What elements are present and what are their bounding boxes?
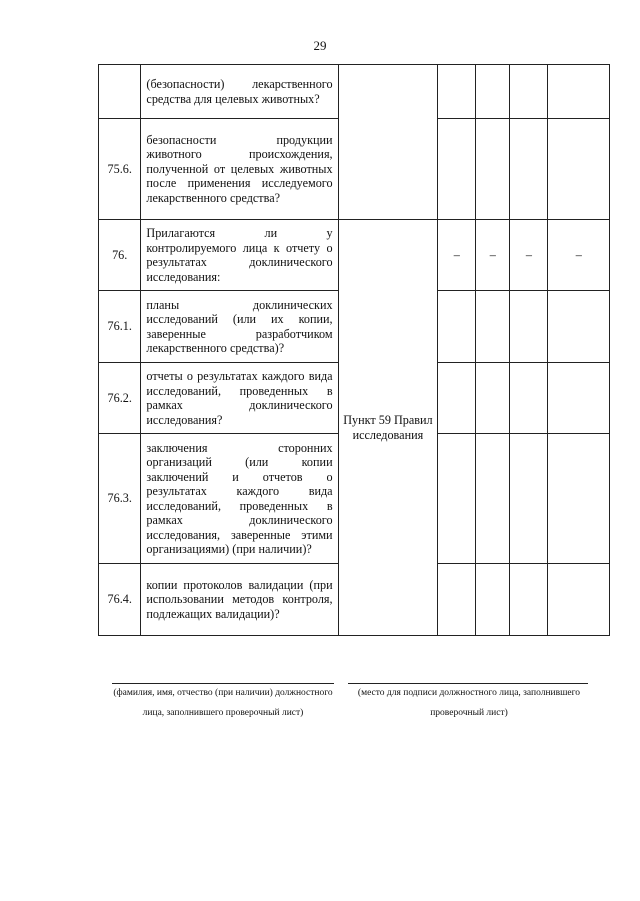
answer-cell	[476, 363, 510, 434]
answer-cell	[476, 291, 510, 363]
answer-cell	[476, 119, 510, 220]
signature-name-caption: (фамилия, имя, отчество (при наличии) должностного лица, заполнившего проверочный лист)	[113, 688, 333, 718]
answer-cell	[548, 291, 610, 363]
answer-dash: –	[438, 220, 476, 291]
signature-place-caption: (место для подписи должностного лица, заполнившего проверочный лист)	[357, 688, 581, 718]
answer-cell	[548, 119, 610, 220]
question-text: (безопасности) лекарственного средства для целевых животных?	[146, 77, 333, 106]
answer-cell	[510, 291, 548, 363]
row-number	[99, 65, 141, 119]
row-number: 76.3.	[99, 434, 141, 564]
answer-dash: –	[510, 220, 548, 291]
question-text: безопасности продукции животного происхождения, полученной от целевых животных после применения исследуемого лекарственного средства?	[146, 132, 333, 205]
checklist-table	[98, 64, 610, 636]
table-row	[99, 65, 610, 119]
answer-cell	[510, 564, 548, 636]
answer-cell	[438, 434, 476, 564]
page-number: 29	[313, 38, 327, 53]
question-text: отчеты о результатах каждого вида исследований, проведенных в рамках доклинического исследования?	[146, 369, 333, 427]
reference-cell-empty	[338, 65, 438, 220]
question-text: планы доклинических исследований (или их копии, заверенные разработчиком лекарственного средства)?	[146, 297, 333, 355]
row-number: 76.2.	[99, 363, 141, 434]
row-number: 76.1.	[99, 291, 141, 363]
answer-cell	[510, 434, 548, 564]
answer-cell	[438, 291, 476, 363]
answer-cell	[510, 119, 548, 220]
row-number: 76.	[99, 220, 141, 291]
answer-cell	[510, 363, 548, 434]
row-number: 75.6.	[99, 119, 141, 220]
answer-dash: –	[476, 220, 510, 291]
answer-cell	[548, 65, 610, 119]
answer-cell	[548, 564, 610, 636]
answer-cell	[510, 65, 548, 119]
answer-cell	[476, 65, 510, 119]
answer-cell	[548, 434, 610, 564]
question-text: Прилагаются ли у контролируемого лица к отчету о результатах доклинического исследования:	[146, 226, 333, 284]
answer-cell	[438, 564, 476, 636]
answer-cell	[438, 363, 476, 434]
reference-text: Пункт 59 Правил исследования	[343, 413, 433, 442]
answer-cell	[476, 434, 510, 564]
answer-cell	[438, 119, 476, 220]
answer-cell	[548, 363, 610, 434]
question-text: заключения сторонних организаций (или копии заключений и отчетов о результатах каждого вида исследований, проведенных в рамках доклинического исследования, заверенные этими организациями) (при наличии)?	[146, 440, 333, 556]
answer-dash: –	[548, 220, 610, 291]
question-text: копии протоколов валидации (при использовании методов контроля, подлежащих валидации)?	[146, 577, 333, 621]
answer-cell	[476, 564, 510, 636]
table-row	[99, 220, 610, 291]
answer-cell	[438, 65, 476, 119]
row-number: 76.4.	[99, 564, 141, 636]
